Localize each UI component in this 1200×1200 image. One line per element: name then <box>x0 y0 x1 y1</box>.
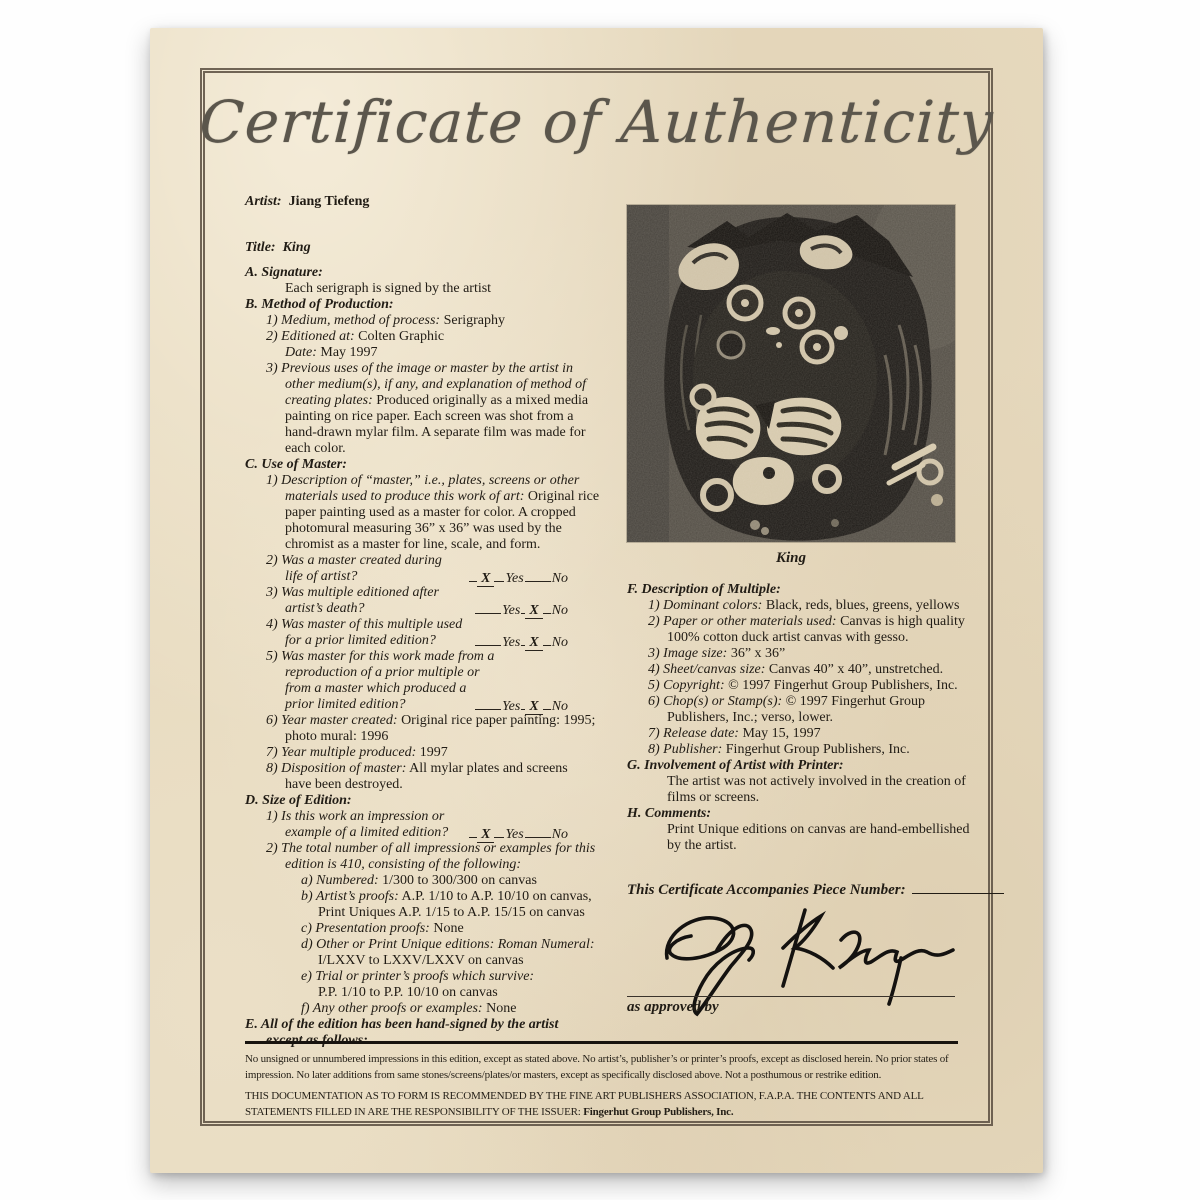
form-line: 2) Editioned at: Colten Graphic <box>266 329 445 344</box>
form-line: other medium(s), if any, and explanation of method of <box>285 377 586 392</box>
form-line: 1) Medium, method of process: Serigraphy <box>266 313 505 328</box>
yes-no-answer: Yes X No <box>475 633 569 651</box>
form-line: Each serigraph is signed by the artist <box>285 281 492 296</box>
x-mark: X <box>525 635 542 651</box>
form-line: 2) Was a master created during <box>266 553 442 568</box>
yes-no-answer: X Yes No <box>469 569 569 587</box>
form-line: Publishers, Inc.; verso, lower. <box>667 710 834 725</box>
form-line: for a prior limited edition? Yes X No <box>285 633 568 650</box>
left-column-lines <box>245 265 605 1049</box>
form-line: Print Unique editions on canvas are hand-embellished <box>667 822 970 837</box>
form-line: 5) Was master for this work made from a <box>266 649 495 664</box>
form-line: 7) Release date: May 15, 1997 <box>648 726 821 741</box>
x-mark: X <box>477 827 494 843</box>
left-column <box>245 194 605 1049</box>
form-line: 5) Copyright: © 1997 Fingerhut Group Publishers, Inc. <box>648 678 958 693</box>
form-line: creating plates: Produced originally as a mixed media <box>285 393 589 408</box>
artist-line <box>245 194 605 210</box>
approved-by-label: as approved by <box>627 999 719 1015</box>
form-line: 3) Previous uses of the image or master by the artist in <box>266 361 574 376</box>
form-line: materials used to produce this work of art: Original rice <box>285 489 600 504</box>
yes-no-answer: X Yes No <box>469 825 569 843</box>
form-line: life of artist? X Yes No <box>285 569 568 586</box>
x-mark: X <box>477 571 494 587</box>
form-line: artist’s death? Yes X No <box>285 601 568 618</box>
form-line: each color. <box>285 441 346 456</box>
footer-disclaimer: No unsigned or unnumbered impressions in this edition, except as stated above. No artist’s, publisher’s or printer’s proofs, except as disclosed herein. No prior states of impression. No later additions from same stones/screens/plates/or masters, except as specifically disclosed above. Not a posthumous or restrike edition. <box>245 1053 949 1081</box>
lion-halftone-illustration <box>627 205 955 542</box>
form-line: 2) The total number of all impressions or examples for this <box>266 841 596 856</box>
work-title-label: Title: <box>245 240 276 255</box>
x-mark: X <box>525 603 542 619</box>
form-line: chromist as a master for line, scale, and form. <box>285 537 541 552</box>
certificate-page <box>150 28 1043 1173</box>
form-line: 8) Publisher: Fingerhut Group Publishers, Inc. <box>648 742 910 757</box>
form-line: P.P. 1/10 to P.P. 10/10 on canvas <box>318 985 498 1000</box>
form-line: A. Signature: <box>245 265 323 280</box>
form-line: H. Comments: <box>627 806 712 821</box>
form-line: photo mural: 1996 <box>285 729 389 744</box>
yes-no-answer: Yes X No <box>475 697 569 715</box>
form-line: 6) Year master created: Original rice paper painting: 1995; <box>266 713 596 728</box>
form-line: b) Artist’s proofs: A.P. 1/10 to A.P. 10/10 on canvas, <box>301 889 592 904</box>
footer-divider <box>245 1041 958 1044</box>
work-title-value: King <box>282 240 311 255</box>
form-line: 4) Was master of this multiple used <box>266 617 463 632</box>
form-line: 6) Chop(s) or Stamp(s): © 1997 Fingerhut Group <box>648 694 926 709</box>
form-line: films or screens. <box>667 790 760 805</box>
form-line: D. Size of Edition: <box>245 793 352 808</box>
right-column <box>627 205 970 1018</box>
form-line: I/LXXV to LXXV/LXXV on canvas <box>318 953 524 968</box>
form-line: e) Trial or printer’s proofs which survive: <box>301 969 535 984</box>
artwork-image <box>627 205 955 542</box>
form-line: prior limited edition? Yes X No <box>285 697 568 714</box>
piece-number-blank <box>912 880 1004 894</box>
form-line: G. Involvement of Artist with Printer: <box>627 758 844 773</box>
form-line: B. Method of Production: <box>245 297 394 312</box>
form-line: 8) Disposition of master: All mylar plates and screens <box>266 761 568 776</box>
form-line: The artist was not actively involved in the creation of <box>667 774 966 789</box>
footer-recommendation-text: THIS DOCUMENTATION AS TO FORM IS RECOMMENDED BY THE FINE ART PUBLISHERS ASSOCIATION, F.A.P.A. THE CONTENTS AND ALL STATEMENTS FILLED IN ARE THE RESPONSIBILITY OF THE ISSUER: <box>245 1090 924 1118</box>
footer-issuer: Fingerhut Group Publishers, Inc. <box>583 1105 734 1118</box>
artist-label: Artist: <box>245 194 282 209</box>
footer-fine-print <box>245 1052 958 1120</box>
form-line: edition is 410, consisting of the following: <box>285 857 522 872</box>
form-line: Print Uniques A.P. 1/15 to A.P. 15/15 on canvas <box>318 905 585 920</box>
signature-line <box>627 996 955 997</box>
right-column-lines <box>627 582 970 854</box>
signature-area <box>627 898 960 1018</box>
form-line: a) Numbered: 1/300 to 300/300 on canvas <box>301 873 537 888</box>
form-line: 3) Was multiple editioned after <box>266 585 439 600</box>
form-line: example of a limited edition? X Yes No <box>285 825 568 842</box>
artwork-caption: King <box>775 550 806 566</box>
footer-recommendation <box>245 1089 958 1120</box>
form-line: f) Any other proofs or examples: None <box>301 1001 517 1016</box>
form-line: 7) Year multiple produced: 1997 <box>266 745 448 760</box>
form-line: C. Use of Master: <box>245 457 347 472</box>
form-line: 1) Dominant colors: Black, reds, blues, greens, yellows <box>648 598 960 613</box>
form-line: hand-drawn mylar film. A separate film was made for <box>285 425 586 440</box>
form-line: have been destroyed. <box>285 777 403 792</box>
form-line: photomural measuring 36” x 36” was used by the <box>285 521 562 536</box>
form-line: 1) Is this work an impression or <box>266 809 445 824</box>
work-title-line <box>245 240 605 256</box>
form-line: 3) Image size: 36” x 36” <box>648 646 786 661</box>
form-line: reproduction of a prior multiple or <box>285 665 480 680</box>
form-line: F. Description of Multiple: <box>627 582 781 597</box>
form-line: c) Presentation proofs: None <box>301 921 464 936</box>
form-line: 100% cotton duck artist canvas with gesso. <box>667 630 909 645</box>
form-line: from a master which produced a <box>285 681 467 696</box>
form-line: painting on rice paper. Each screen was shot from a <box>285 409 574 424</box>
form-line: Date: May 1997 <box>285 345 378 360</box>
form-line: 2) Paper or other materials used: Canvas is high quality <box>648 614 965 629</box>
form-line: 4) Sheet/canvas size: Canvas 40” x 40”, unstretched. <box>648 662 944 677</box>
form-line: by the artist. <box>667 838 737 853</box>
form-line: except as follows: <box>266 1033 368 1048</box>
yes-no-answer: Yes X No <box>475 601 569 619</box>
form-line: d) Other or Print Unique editions: Roman Numeral: <box>301 937 595 952</box>
artist-name: Jiang Tiefeng <box>288 194 370 209</box>
form-line: paper painting used as a master for color. A cropped <box>285 505 576 520</box>
form-line: E. All of the edition has been hand-signed by the artist <box>245 1017 559 1032</box>
form-line: 1) Description of “master,” i.e., plates, screens or other <box>266 473 580 488</box>
piece-number-label: This Certificate Accompanies Piece Number: <box>627 882 906 898</box>
x-mark: X <box>525 699 542 715</box>
certificate-title: Certificate of Authenticity <box>197 88 996 156</box>
